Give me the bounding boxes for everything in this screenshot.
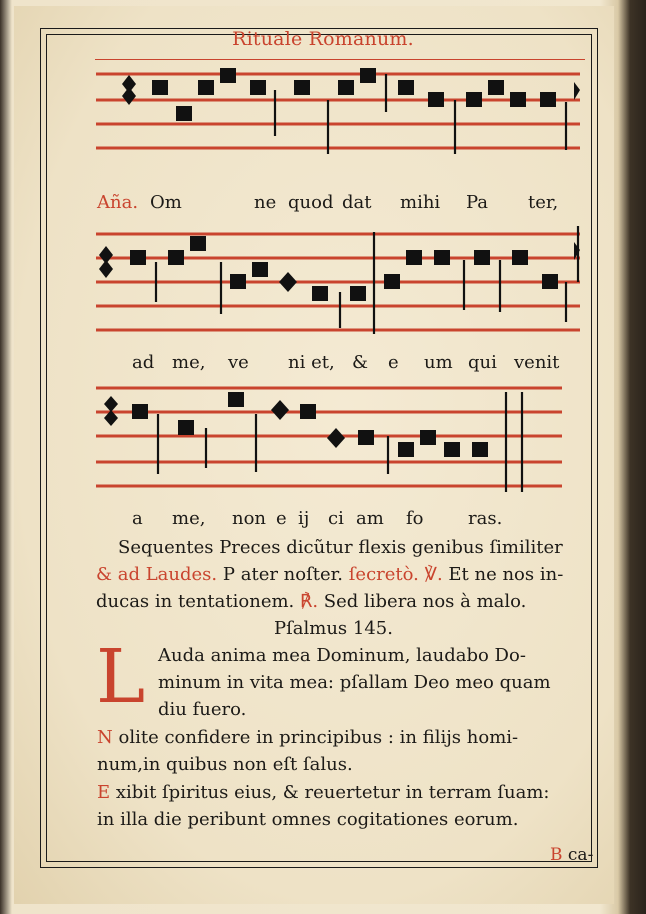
antiphon-label: Aña. [97, 192, 139, 213]
note [398, 80, 414, 95]
note [542, 274, 558, 289]
note [176, 106, 192, 121]
note [488, 80, 504, 95]
versicle-symbol: ℣. [424, 564, 443, 585]
verse-initial-N: N [97, 727, 113, 748]
staff-2 [0, 222, 646, 342]
lyrics-line-1 [0, 192, 646, 218]
running-head: Rituale Romanum. [232, 28, 414, 50]
verse-3-line-1 [97, 782, 549, 803]
syllable: ij [298, 508, 310, 529]
rubric-text: & ad Laudes. [96, 564, 218, 585]
syllable: ter, [528, 192, 559, 213]
staff-1 [0, 60, 646, 170]
clef-diamond [122, 75, 136, 93]
syllable: ci [328, 508, 344, 529]
note [350, 286, 366, 301]
note [198, 80, 214, 95]
note [300, 404, 316, 419]
syllable: me, [172, 352, 206, 373]
rubric-text: Sequentes Preces dicũtur flexis genibus ſimiliter [118, 537, 563, 558]
syllable: ne [254, 192, 277, 213]
rubric-line-3 [96, 591, 526, 612]
lyrics-line-2 [0, 352, 646, 378]
syllable: am [356, 508, 384, 529]
note [428, 92, 444, 107]
rubric-line-2 [96, 564, 563, 585]
syllable: non [232, 508, 267, 529]
rubric-line-1 [118, 537, 563, 558]
note [466, 92, 482, 107]
response-symbol: ℟. [300, 591, 319, 612]
syllable: Om [150, 192, 182, 213]
syllable: dat [342, 192, 372, 213]
note-diamond [327, 428, 345, 448]
catchword-text: ca- [567, 845, 594, 865]
drop-cap-L: L [96, 634, 146, 720]
note [472, 442, 488, 457]
note-diamond [279, 272, 297, 292]
verse-1-line-3: diu fuero. [158, 699, 247, 720]
syllable: e [388, 352, 399, 373]
note [434, 250, 450, 265]
syllable: ras. [468, 508, 503, 529]
syllable: e [276, 508, 287, 529]
verse-text: xibit ſpiritus eius, & reuertetur in terram ſuam: [115, 782, 550, 803]
lyrics-line-3 [0, 508, 646, 534]
staff-3 [0, 378, 646, 498]
response-text: Sed libera nos à malo. [323, 591, 527, 612]
syllable: quod [288, 192, 334, 213]
note [250, 80, 266, 95]
note [360, 68, 376, 83]
syllable: venit [514, 352, 560, 373]
verse-2-line-1 [97, 727, 518, 748]
verse-text: olite confidere in principibus : in filijs homi- [118, 727, 519, 748]
syllable: mihi [400, 192, 441, 213]
catchword [550, 845, 593, 865]
verse-1-line-2: minum in vita mea: pſallam Deo meo quam [158, 672, 551, 693]
note-diamond [271, 400, 289, 420]
note [294, 80, 310, 95]
note [444, 442, 460, 457]
note [152, 80, 168, 95]
syllable: qui [468, 352, 497, 373]
verse-3-line-2: in illa die peribunt omnes cogitationes eorum. [97, 809, 519, 830]
note [384, 274, 400, 289]
note [338, 80, 354, 95]
syllable: ve [228, 352, 249, 373]
note [406, 250, 422, 265]
pater-initial: P [222, 564, 235, 585]
custos [574, 82, 580, 100]
note [512, 250, 528, 265]
syllable: ad [132, 352, 155, 373]
verse-1-line-1: Auda anima mea Dominum, laudabo Do- [158, 645, 526, 666]
note [230, 274, 246, 289]
note [132, 404, 148, 419]
note [228, 392, 244, 407]
note [252, 262, 268, 277]
note [474, 250, 490, 265]
note [398, 442, 414, 457]
note [540, 92, 556, 107]
rubric-secreto: ſecretò. [348, 564, 419, 585]
note [420, 430, 436, 445]
signature-mark: B [550, 845, 563, 865]
pater-text: ater noſter. [240, 564, 344, 585]
syllable: um [424, 352, 453, 373]
syllable: & [352, 352, 369, 373]
note [168, 250, 184, 265]
syllable: fo [406, 508, 424, 529]
clef-diamond [104, 396, 118, 412]
syllable: a [132, 508, 143, 529]
syllable: ni et, [288, 352, 335, 373]
note [178, 420, 194, 435]
psalm-title: Pſalmus 145. [274, 618, 393, 639]
note [190, 236, 206, 251]
note [220, 68, 236, 83]
syllable: me, [172, 508, 206, 529]
verse-2-line-2: num,in quibus non eſt ſalus. [97, 754, 353, 775]
verse-initial-E: E [97, 782, 111, 803]
note [312, 286, 328, 301]
note [510, 92, 526, 107]
note [130, 250, 146, 265]
versicle-cont: ducas in tentationem. [96, 591, 295, 612]
versicle-text: Et ne nos in- [448, 564, 564, 585]
clef-diamond [99, 260, 113, 278]
note [358, 430, 374, 445]
syllable: Pa [466, 192, 489, 213]
